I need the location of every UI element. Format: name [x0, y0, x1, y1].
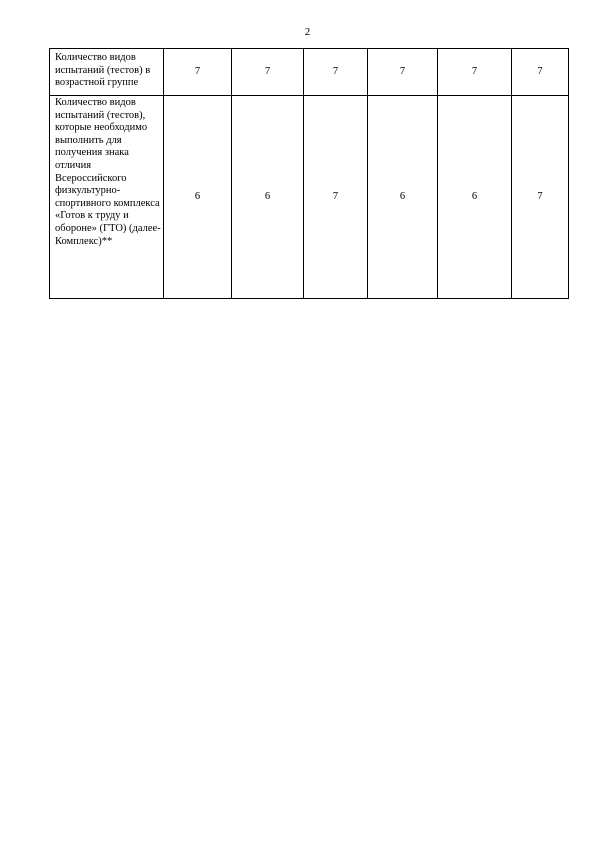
- table-cell: 6: [438, 96, 512, 299]
- table-cell: 7: [304, 49, 368, 96]
- table-cell: 7: [304, 96, 368, 299]
- table-cell: 6: [368, 96, 438, 299]
- table-cell: 7: [232, 49, 304, 96]
- table-cell: 6: [164, 96, 232, 299]
- tests-count-table: [49, 48, 569, 299]
- page-number: 2: [304, 26, 311, 38]
- row-label-tests-in-age-group: Количество видов испытаний (тестов) в возрастной группе: [50, 49, 164, 96]
- table-row-tests-for-badge: [50, 96, 569, 299]
- table-cell: 7: [164, 49, 232, 96]
- table-cell: 7: [512, 96, 569, 299]
- table-cell: 7: [368, 49, 438, 96]
- table-row-tests-in-age-group: [50, 49, 569, 96]
- table-cell: 6: [232, 96, 304, 299]
- table-cell: 7: [438, 49, 512, 96]
- row-label-tests-for-badge: Количество видов испытаний (тестов), которые необходимо выполнить для получения знака отличия Всероссийского физкультурно-спортивного комплекса «Готов к труду и обороне» (ГТО) (далее- Комплекс)**: [50, 96, 164, 299]
- table-cell: 7: [512, 49, 569, 96]
